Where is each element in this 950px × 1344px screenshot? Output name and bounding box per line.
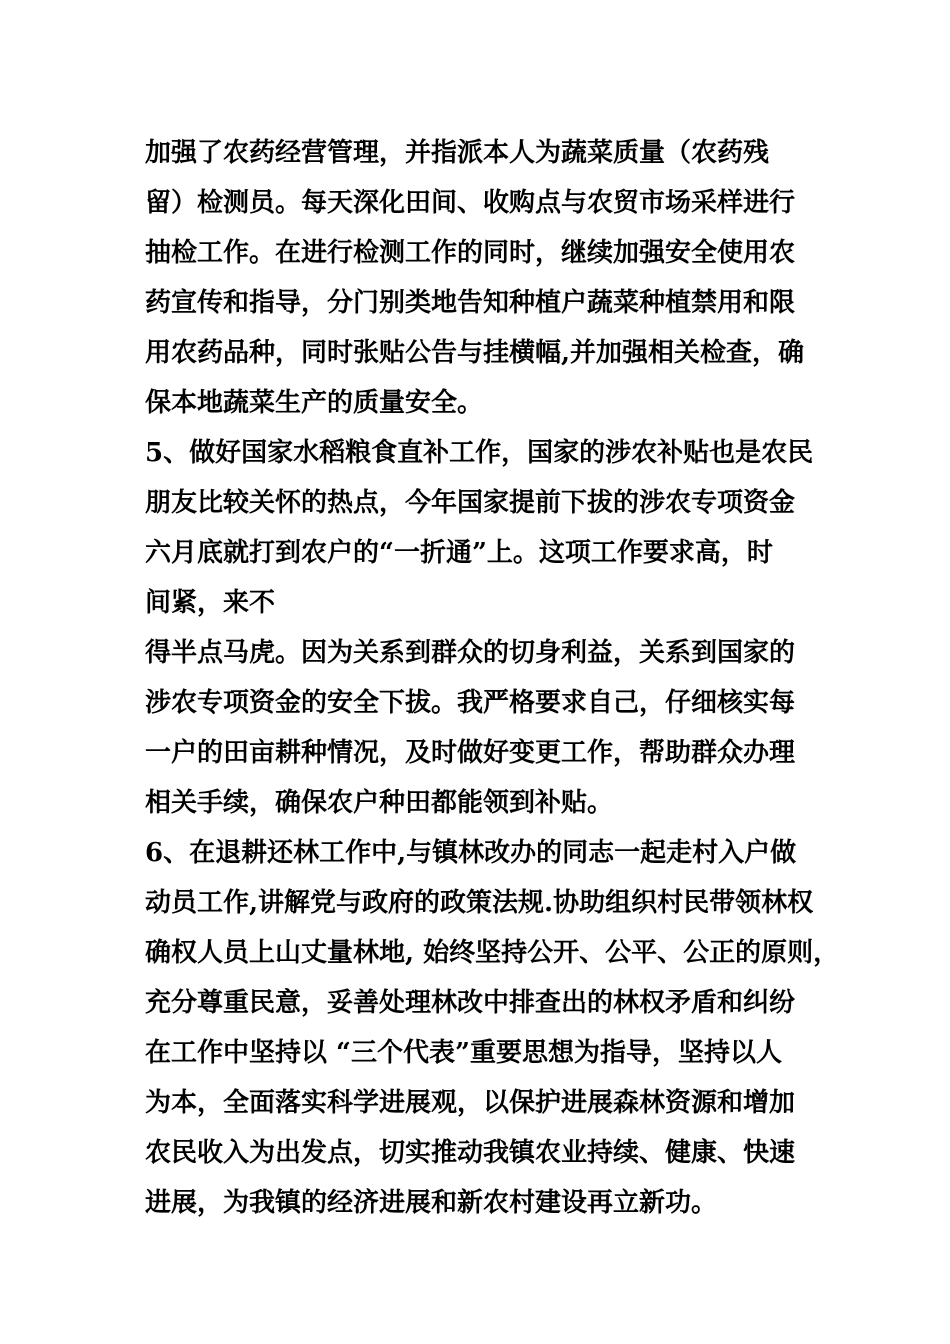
text-line: 加强了农药经营管理，并指派本人为蔬菜质量（农药残 bbox=[145, 138, 770, 168]
text-line: 6、在退耕还林工作中,与镇林改办的同志一起走村入户做 bbox=[145, 838, 797, 868]
text-line: 相关手续，确保农户种田都能领到补贴。 bbox=[145, 788, 614, 818]
text-line: 农民收入为出发点，切实推动我镇农业持续、健康、快速 bbox=[145, 1138, 796, 1168]
text-line: 药宣传和指导，分门别类地告知种植户蔬菜种植禁用和限 bbox=[145, 288, 796, 318]
text-line: 确权人员上山丈量林地, 始终坚持公开、公平、公正的原则， bbox=[145, 938, 840, 968]
document-body bbox=[145, 128, 845, 1228]
text-line: 在工作中坚持以 “三个代表”重要思想为指导，坚持以人 bbox=[145, 1038, 782, 1068]
text-line: 为本，全面落实科学进展观，以保护进展森林资源和增加 bbox=[145, 1088, 796, 1118]
text-line: 得半点马虎。因为关系到群众的切身利益，关系到国家的 bbox=[145, 638, 796, 668]
text-line: 一户的田亩耕种情况，及时做好变更工作，帮助群众办理 bbox=[145, 738, 796, 768]
text-line: 涉农专项资金的安全下拔。我严格要求自己，仔细核实每 bbox=[145, 688, 796, 718]
text-line: 朋友比较关怀的热点，今年国家提前下拔的涉农专项资金 bbox=[145, 488, 796, 518]
text-line: 抽检工作。在进行检测工作的同时，继续加强安全使用农 bbox=[145, 238, 796, 268]
text-line: 动员工作,讲解党与政府的政策法规.协助组织村民带领林权 bbox=[145, 888, 814, 918]
text-line: 5、做好国家水稻粮食直补工作，国家的涉农补贴也是农民 bbox=[145, 438, 814, 468]
text-line: 用农药品种，同时张贴公告与挂横幅,并加强相关检查，确 bbox=[145, 338, 805, 368]
text-line: 充分尊重民意，妥善处理林改中排查出的林权矛盾和纠纷 bbox=[145, 988, 796, 1018]
text-line: 保本地蔬菜生产的质量安全。 bbox=[145, 388, 484, 418]
text-line: 进展，为我镇的经济进展和新农村建设再立新功。 bbox=[145, 1188, 718, 1218]
text-line: 留）检测员。每天深化田间、收购点与农贸市场采样进行 bbox=[145, 188, 796, 218]
text-line: 六月底就打到农户的“一折通”上。这项工作要求高，时 bbox=[145, 538, 773, 568]
text-line: 间紧，来不 bbox=[145, 588, 276, 618]
